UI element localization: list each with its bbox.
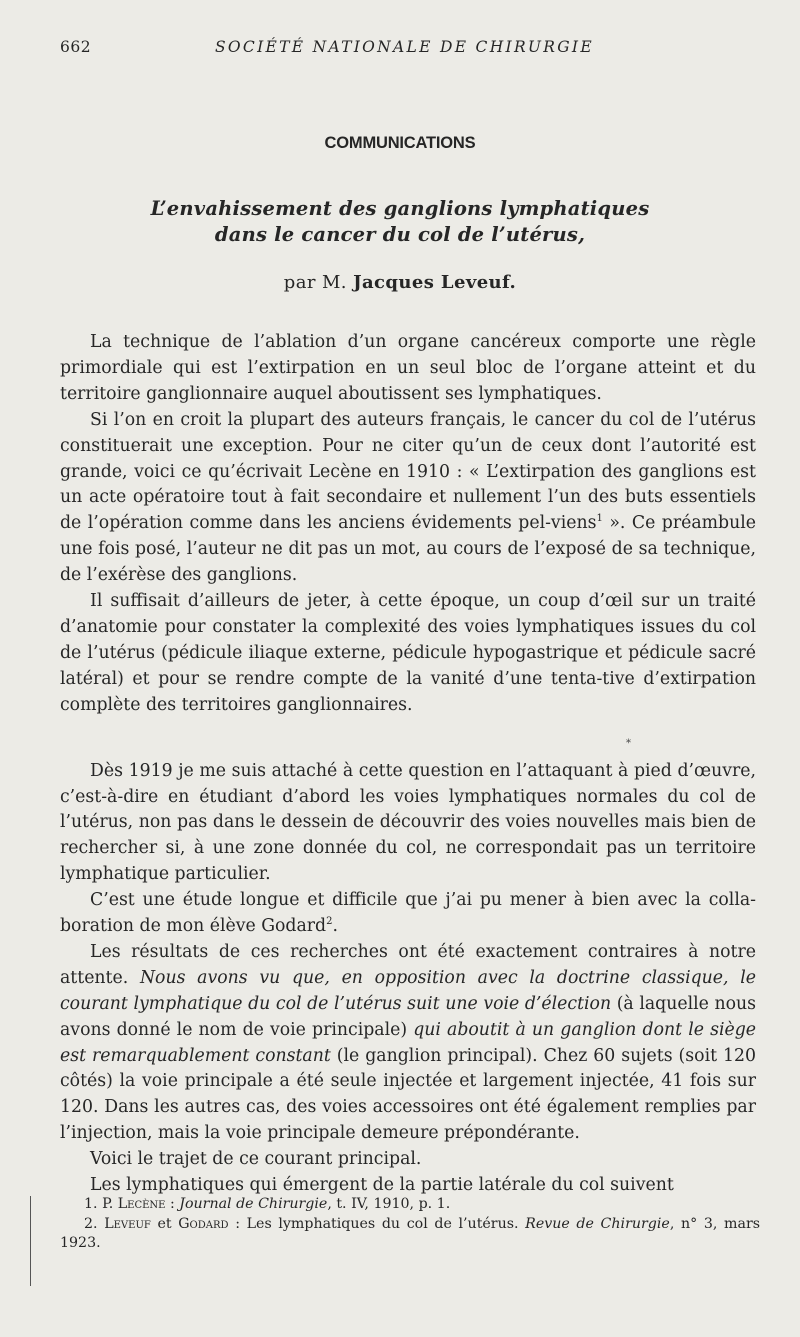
article-body: [60, 330, 756, 1199]
paragraph: Voici le trajet de ce courant principal.: [90, 1149, 422, 1170]
paragraph: [60, 940, 756, 1147]
article-title: [0, 196, 800, 248]
paragraph: Les lymphatiques qui émergent de la partie latérale du col suivent: [90, 1175, 674, 1196]
page-number: 662: [60, 38, 92, 56]
byline: [0, 272, 800, 293]
paragraph-text: .: [332, 916, 338, 937]
footnote-author: Leveuf: [104, 1215, 151, 1232]
article-title-line-2: dans le cancer du col de l’utérus,: [214, 223, 586, 246]
paragraph-text: C’est une étude longue et difficile que j’ai pu mener à bien avec la colla-boration de mon élève Godard: [60, 890, 756, 937]
author-name: Jacques Leveuf.: [353, 272, 517, 293]
footnotes: [60, 1195, 760, 1254]
paragraph: La technique de l’ablation d’un organe cancéreux comporte une règle primordiale qui est l’extirpation en un seul bloc de l’organe atteint et du territoire ganglionnaire auquel aboutissent ses lymphatiques.: [60, 332, 756, 404]
paragraph-text: ». Ce préambule une fois posé, l’auteur ne dit pas un mot, au cours de l’exposé de sa technique, de l’exérèse des ganglions.: [60, 513, 756, 586]
paragraph: Dès 1919 je me suis attaché à cette question en l’attaquant à pied d’œuvre, c’est-à-dire en étudiant d’abord les voies lymphatiques normales du col de l’utérus, non pas dans le dessein de découvrir des voies nouvelles mais bien de rechercher si, à une zone donnée du col, ne correspondait pas un territoire lymphatique particulier.: [60, 760, 756, 885]
article-title-line-1: L’envahissement des ganglions lymphatiques: [150, 197, 650, 220]
paragraph-text: (le ganglion principal). Chez 60 sujets (soit 120 côtés) la voie principale a été seule injectée et largement injectée, 41 fois sur 120. Dans les autres cas, des voies accessoires ont été également remplies par l’injection, mais la voie principale demeure prépondérante.: [60, 1045, 756, 1144]
footnote-author: P. Lecène: [102, 1196, 166, 1212]
paragraph: [60, 888, 756, 940]
section-break: [60, 719, 756, 759]
running-head: [60, 38, 760, 60]
paragraph-text: (à laquelle nous avons donné le nom de voie principale): [60, 993, 757, 1040]
footnote-text: , n° 3, mars 1923.: [60, 1215, 761, 1251]
margin-pencil-mark: [30, 1196, 37, 1286]
footnote-text: :: [165, 1196, 180, 1212]
paragraph-text: Si l’on en croit la plupart des auteurs français, le cancer du col de l’utérus constituerait une exception. Pour ne citer qu’un de ceux dont l’autorité est grande, voici ce qu’écrivait Lecène en 1910 : « L’extirpation des ganglions est un acte opératoire tout à fait secondaire et nullement l’un des buts essentiels de l’opération comme dans les anciens évidements pel-viens: [60, 409, 756, 534]
footnote-author: Godard: [178, 1215, 229, 1232]
byline-prefix: par M.: [283, 272, 347, 293]
emphasis-text: qui aboutit à un ganglion dont le siège est remarquablement constant: [60, 1019, 756, 1066]
section-break-mark: *: [626, 737, 631, 749]
footnote-number: 1.: [84, 1196, 98, 1212]
paragraph: [60, 408, 756, 589]
emphasis-text: Nous avons vu que, en opposition avec la doctrine classique, le courant lymphatique du col de l’utérus suit une voie d’élection: [60, 967, 756, 1014]
footnote-number: 2.: [84, 1215, 98, 1232]
footnote-journal: Journal de Chirurgie: [179, 1196, 328, 1212]
footnote-ref: 2: [326, 916, 333, 928]
footnote-2: [60, 1215, 760, 1254]
footnote-text: , t. IV, 1910, p. 1.: [327, 1196, 451, 1212]
footnote-text: et: [150, 1215, 179, 1232]
footnote-text: : Les lymphatiques du col de l’utérus.: [228, 1215, 526, 1232]
footnote-ref: 1: [596, 513, 603, 525]
paragraph: Il suffisait d’ailleurs de jeter, à cette époque, un coup d’œil sur un traité d’anatomie pour constater la complexité des voies lymphatiques issues du col de l’utérus (pédicule iliaque externe, pédicule hypogastrique et pédicule sacré latéral) et pour se rendre compte de la vanité d’une tenta-tive d’extirpation complète des territoires ganglionnaires.: [60, 591, 756, 715]
footnote-journal: Revue de Chirurgie: [525, 1215, 670, 1232]
footnote-1: [60, 1195, 760, 1215]
journal-title: SOCIÉTÉ NATIONALE DE CHIRURGIE: [215, 38, 594, 56]
paragraph-text: Les résultats de ces recherches ont été exactement contraires à notre attente.: [60, 941, 756, 988]
section-heading: COMMUNICATIONS: [324, 134, 476, 152]
